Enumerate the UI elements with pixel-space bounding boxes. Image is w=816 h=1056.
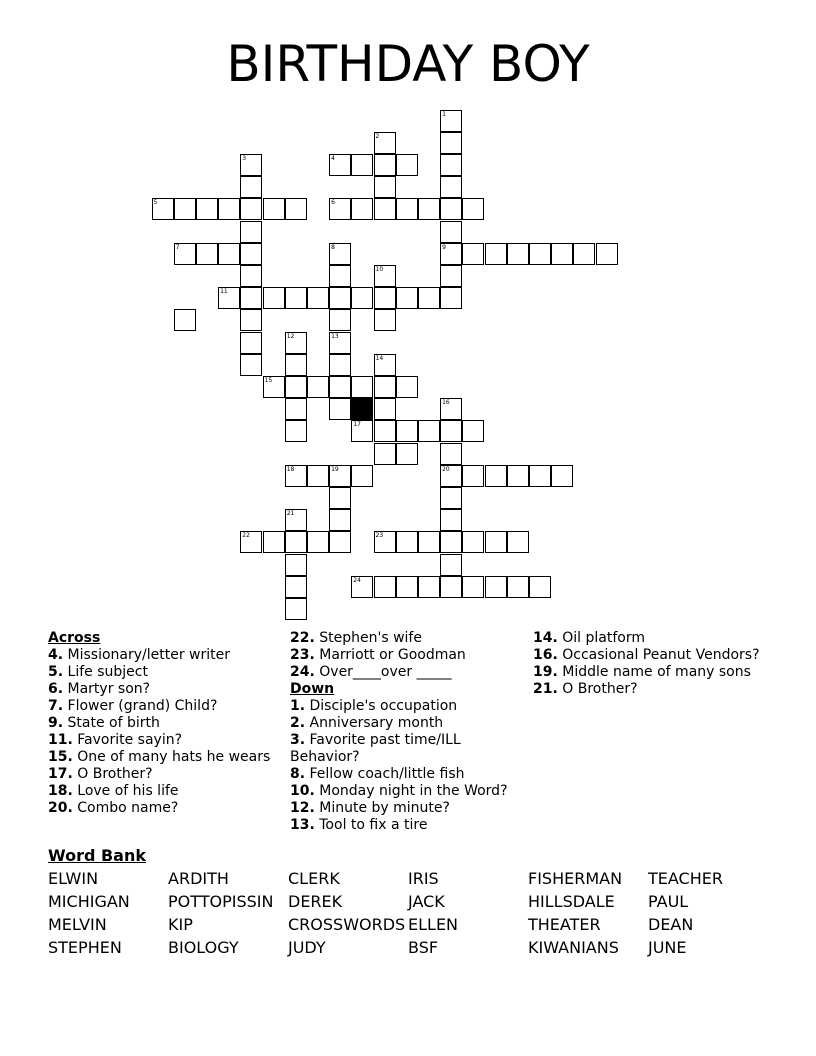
cell-number: 6 — [331, 199, 335, 207]
grid-cell[interactable] — [440, 576, 462, 598]
cell-number: 10 — [375, 265, 384, 273]
grid-cell[interactable] — [263, 376, 285, 398]
grid-cell[interactable] — [374, 531, 396, 553]
cell-number: 12 — [286, 332, 295, 340]
grid-cell[interactable] — [396, 576, 418, 598]
word-bank-word: HILLSDALE — [528, 892, 615, 911]
word-bank-word: CROSSWORDS — [288, 915, 406, 934]
word-bank-word: STEPHEN — [48, 938, 122, 957]
clue: 8. Fellow coach/little fish — [290, 766, 465, 782]
grid-cell[interactable] — [285, 376, 307, 398]
grid-cell[interactable] — [196, 198, 218, 220]
grid-cell[interactable] — [263, 198, 285, 220]
grid-cell[interactable] — [329, 509, 351, 531]
grid-cell[interactable] — [329, 198, 351, 220]
grid-cell[interactable] — [396, 154, 418, 176]
grid-cell[interactable] — [285, 332, 307, 354]
grid-cell[interactable] — [440, 221, 462, 243]
grid-cell[interactable] — [418, 420, 440, 442]
word-bank-word: ARDITH — [168, 869, 229, 888]
across-clue-list — [48, 647, 278, 817]
grid-cell[interactable] — [418, 531, 440, 553]
word-bank-word: TEACHER — [648, 869, 723, 888]
word-bank-word: PAUL — [648, 892, 689, 911]
down-clue-list-cont — [533, 630, 773, 698]
word-bank-word: DEREK — [288, 892, 343, 911]
grid-cell[interactable] — [440, 443, 462, 465]
cell-number: 13 — [331, 332, 339, 340]
clue: 14. Oil platform — [533, 630, 645, 646]
grid-cell[interactable] — [285, 576, 307, 598]
grid-cell[interactable] — [440, 398, 462, 420]
grid-cell[interactable] — [507, 465, 529, 487]
grid-cell[interactable] — [329, 243, 351, 265]
grid-cell[interactable] — [374, 398, 396, 420]
grid-cell[interactable] — [307, 376, 329, 398]
cell-number: 21 — [286, 510, 295, 518]
word-bank-word: MELVIN — [48, 915, 107, 934]
cell-number: 8 — [331, 243, 335, 251]
grid-cell[interactable] — [440, 154, 462, 176]
grid-cell[interactable] — [240, 265, 262, 287]
grid-cell[interactable] — [285, 531, 307, 553]
grid-cell[interactable] — [529, 243, 551, 265]
grid-cell[interactable] — [285, 465, 307, 487]
grid-cell[interactable] — [329, 354, 351, 376]
grid-cell[interactable] — [174, 198, 196, 220]
grid-cell[interactable] — [396, 287, 418, 309]
grid-cell[interactable] — [329, 309, 351, 331]
word-bank-word: POTTOPISSIN — [168, 892, 274, 911]
word-bank-word: FISHERMAN — [528, 869, 623, 888]
grid-cell[interactable] — [329, 287, 351, 309]
grid-cell[interactable] — [285, 598, 307, 620]
grid-cell[interactable] — [240, 176, 262, 198]
grid-cell[interactable] — [596, 243, 618, 265]
clue: 19. Middle name of many sons — [533, 664, 751, 680]
cell-number: 17 — [353, 421, 361, 429]
grid-cell[interactable] — [418, 198, 440, 220]
word-bank-column — [528, 867, 622, 959]
word-bank-word: IRIS — [408, 869, 439, 888]
grid-cell[interactable] — [440, 531, 462, 553]
word-bank-column — [168, 867, 273, 959]
grid-cell[interactable] — [374, 154, 396, 176]
clue: 17. O Brother? — [48, 766, 153, 782]
word-bank-word: KIP — [168, 915, 193, 934]
clue: 13. Tool to fix a tire — [290, 817, 428, 833]
word-bank-word: ELLEN — [408, 915, 459, 934]
grid-cell[interactable] — [374, 287, 396, 309]
grid-cell[interactable] — [329, 487, 351, 509]
grid-cell[interactable] — [218, 198, 240, 220]
grid-cell[interactable] — [240, 154, 262, 176]
clue: 22. Stephen's wife — [290, 630, 422, 646]
grid-cell[interactable] — [396, 531, 418, 553]
grid-cell[interactable] — [418, 576, 440, 598]
grid-cell[interactable] — [551, 465, 573, 487]
grid-cell[interactable] — [418, 287, 440, 309]
word-bank-header: Word Bank — [48, 846, 147, 865]
cell-number: 16 — [442, 399, 450, 407]
cell-number: 9 — [442, 243, 446, 251]
grid-cell[interactable] — [329, 154, 351, 176]
word-bank-word: MICHIGAN — [48, 892, 130, 911]
grid-cell[interactable] — [240, 354, 262, 376]
cell-number: 15 — [264, 376, 273, 384]
clue: 7. Flower (grand) Child? — [48, 698, 218, 714]
clue: 23. Marriott or Goodman — [290, 647, 466, 663]
grid-cell[interactable] — [329, 398, 351, 420]
grid-cell[interactable] — [440, 243, 462, 265]
grid-cell[interactable] — [440, 287, 462, 309]
word-bank-word: JUDY — [288, 938, 326, 957]
grid-cell[interactable] — [440, 198, 462, 220]
grid-cell[interactable] — [374, 354, 396, 376]
grid-cell[interactable] — [440, 132, 462, 154]
cell-number: 18 — [286, 465, 295, 473]
grid-cell[interactable] — [329, 531, 351, 553]
word-bank-column — [648, 867, 723, 959]
grid-cell[interactable] — [285, 398, 307, 420]
clue: 4. Missionary/letter writer — [48, 647, 230, 663]
grid-cell[interactable] — [285, 354, 307, 376]
grid-cell[interactable] — [374, 443, 396, 465]
word-bank-word: BIOLOGY — [168, 938, 239, 957]
grid-cell[interactable] — [240, 309, 262, 331]
clue: 12. Minute by minute? — [290, 800, 450, 816]
grid-cell[interactable] — [240, 531, 262, 553]
grid-cell[interactable] — [462, 420, 484, 442]
grid-cell[interactable] — [396, 198, 418, 220]
down-header: Down — [290, 681, 335, 697]
clue: 24. Over____over _____ — [290, 664, 452, 680]
word-bank-word: CLERK — [288, 869, 340, 888]
grid-cell[interactable] — [307, 287, 329, 309]
grid-cell[interactable] — [329, 265, 351, 287]
grid-cell[interactable] — [462, 243, 484, 265]
word-bank-column — [408, 867, 458, 959]
clues-column-3 — [533, 630, 773, 698]
cell-number: 14 — [375, 354, 384, 362]
grid-cell[interactable] — [285, 509, 307, 531]
grid-cell[interactable] — [285, 554, 307, 576]
grid-cell[interactable] — [462, 531, 484, 553]
grid-cell[interactable] — [240, 243, 262, 265]
cell-number: 1 — [442, 110, 446, 118]
grid-cell[interactable] — [351, 154, 373, 176]
grid-cell[interactable] — [351, 376, 373, 398]
word-bank-word: JACK — [408, 892, 445, 911]
grid-cell[interactable] — [285, 198, 307, 220]
grid-cell[interactable] — [351, 576, 373, 598]
grid-cell[interactable] — [218, 287, 240, 309]
grid-cell[interactable] — [485, 243, 507, 265]
clues-column-1 — [48, 630, 278, 817]
cell-number: 24 — [353, 576, 361, 584]
grid-cell[interactable] — [396, 420, 418, 442]
grid-cell[interactable] — [507, 531, 529, 553]
grid-cell[interactable] — [307, 531, 329, 553]
cell-number: 3 — [242, 154, 247, 162]
clue: 20. Combo name? — [48, 800, 179, 816]
clue: 10. Monday night in the Word? — [290, 783, 508, 799]
across-header: Across — [48, 630, 101, 646]
word-bank-column — [48, 867, 130, 959]
grid-cell[interactable] — [440, 487, 462, 509]
clue: 1. Disciple's occupation — [290, 698, 458, 714]
grid-cell[interactable] — [285, 420, 307, 442]
down-clue-list — [290, 698, 530, 834]
puzzle-title: BIRTHDAY BOY — [226, 35, 590, 93]
grid-cell[interactable] — [218, 243, 240, 265]
grid-cell[interactable] — [485, 576, 507, 598]
grid-cell[interactable] — [374, 376, 396, 398]
word-bank-column — [288, 867, 405, 959]
cell-number: 22 — [242, 532, 250, 540]
clue: 11. Favorite sayin? — [48, 732, 183, 748]
grid-cell[interactable] — [440, 265, 462, 287]
grid-cell[interactable] — [396, 443, 418, 465]
grid-cell[interactable] — [351, 198, 373, 220]
cell-number: 2 — [375, 132, 380, 140]
grid-cell[interactable] — [529, 576, 551, 598]
grid-cell[interactable] — [440, 176, 462, 198]
grid-cell[interactable] — [485, 465, 507, 487]
grid-cell[interactable] — [374, 576, 396, 598]
grid-cell[interactable] — [374, 198, 396, 220]
clue: 15. One of many hats he wears — [48, 749, 271, 765]
grid-cell[interactable] — [240, 221, 262, 243]
cell-number: 4 — [331, 154, 335, 162]
clue: 2. Anniversary month — [290, 715, 444, 731]
clue: 16. Occasional Peanut Vendors? — [533, 647, 760, 663]
grid-cell[interactable] — [485, 531, 507, 553]
grid-cell[interactable] — [573, 243, 595, 265]
grid-cell[interactable] — [374, 132, 396, 154]
word-bank-word: ELWIN — [48, 869, 99, 888]
grid-cell[interactable] — [351, 287, 373, 309]
grid-cell[interactable] — [196, 243, 218, 265]
clue: 9. State of birth — [48, 715, 160, 731]
grid-cell[interactable] — [551, 243, 573, 265]
clue: 6. Martyr son? — [48, 681, 151, 697]
grid-cell[interactable] — [329, 332, 351, 354]
grid-cell[interactable] — [374, 265, 396, 287]
cell-number: 23 — [375, 532, 384, 540]
word-bank-word: BSF — [408, 938, 439, 957]
grid-cell[interactable] — [263, 531, 285, 553]
grid-cell[interactable] — [462, 576, 484, 598]
grid-cell[interactable] — [507, 576, 529, 598]
grid-cell[interactable] — [440, 554, 462, 576]
grid-cell[interactable] — [374, 176, 396, 198]
clues-column-2 — [290, 630, 530, 834]
grid-cell[interactable] — [440, 420, 462, 442]
word-bank-word: DEAN — [648, 915, 694, 934]
grid-cell[interactable] — [440, 509, 462, 531]
grid-cell[interactable] — [240, 198, 262, 220]
grid-cell[interactable] — [152, 198, 174, 220]
word-bank-word: KIWANIANS — [528, 938, 619, 957]
grid-cell[interactable] — [240, 332, 262, 354]
grid-cell[interactable] — [263, 287, 285, 309]
grid-cell[interactable] — [329, 465, 351, 487]
word-bank-word: JUNE — [648, 938, 687, 957]
cell-number: 11 — [220, 288, 228, 296]
grid-cell[interactable] — [351, 465, 373, 487]
grid-cell[interactable] — [462, 465, 484, 487]
cell-number: 19 — [331, 465, 339, 473]
cell-number: 7 — [175, 243, 180, 251]
grid-cell[interactable] — [374, 420, 396, 442]
grid-cell[interactable] — [507, 243, 529, 265]
clue: 18. Love of his life — [48, 783, 179, 799]
clue: 3. Favorite past time/ILL Behavior? — [290, 732, 461, 765]
clue: 5. Life subject — [48, 664, 148, 680]
grid-cell[interactable] — [440, 465, 462, 487]
cell-number: 20 — [442, 465, 450, 473]
grid-cell[interactable] — [396, 376, 418, 398]
grid-cell[interactable] — [374, 309, 396, 331]
grid-cell[interactable] — [462, 198, 484, 220]
across-clue-list-cont — [290, 630, 530, 681]
word-bank-word: THEATER — [528, 915, 601, 934]
grid-cell[interactable] — [307, 465, 329, 487]
grid-cell[interactable] — [329, 376, 351, 398]
grid-cell[interactable] — [174, 243, 196, 265]
grid-cell[interactable] — [440, 110, 462, 132]
grid-cell[interactable] — [240, 287, 262, 309]
black-square — [351, 398, 373, 420]
cell-number: 5 — [153, 199, 158, 207]
grid-cell[interactable] — [174, 309, 196, 331]
grid-cell[interactable] — [529, 465, 551, 487]
grid-cell[interactable] — [351, 420, 373, 442]
clue: 21. O Brother? — [533, 681, 638, 697]
grid-cell[interactable] — [285, 287, 307, 309]
